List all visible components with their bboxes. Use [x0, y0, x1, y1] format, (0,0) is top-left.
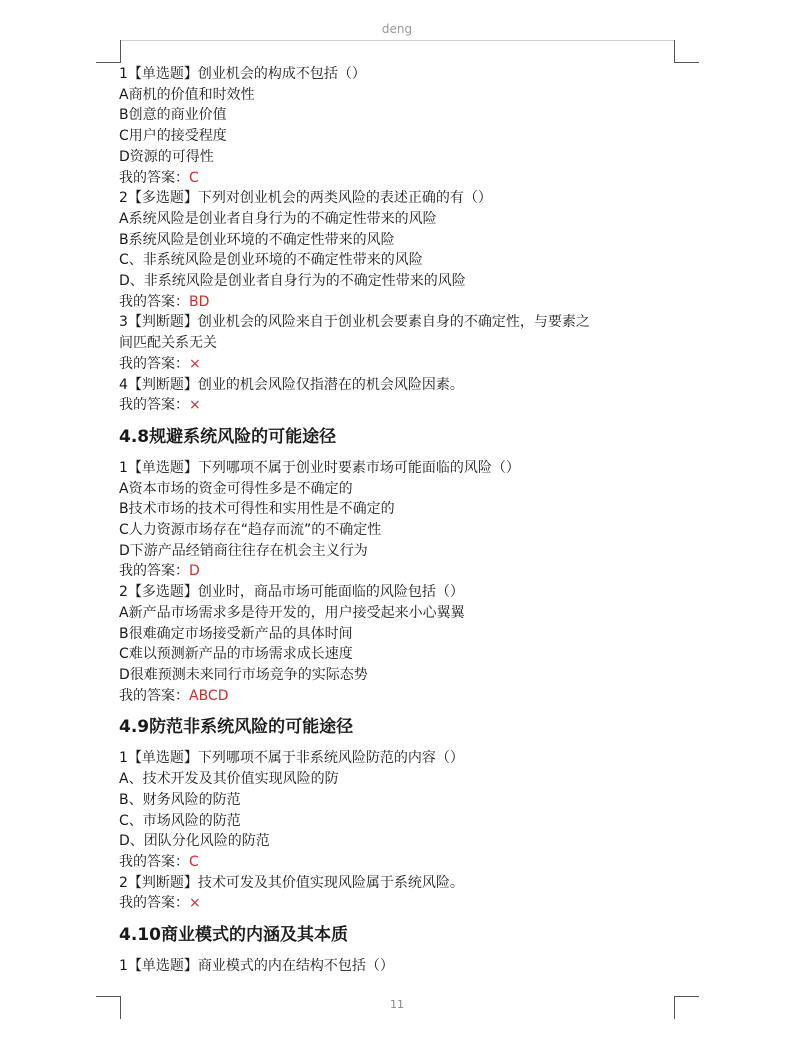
answer-line — [119, 561, 679, 582]
answer-line — [119, 852, 679, 873]
question-line: B技术市场的技术可得性和实用性是不确定的 — [119, 501, 395, 518]
crop-mark-top-right — [674, 40, 699, 63]
question-line: 3【判断题】创业机会的风险来自于创业机会要素自身的不确定性，与要素之 — [119, 314, 590, 331]
question-line: D资源的可得性 — [119, 148, 214, 165]
answer-line — [119, 686, 679, 707]
question-line: A新产品市场需求多是待开发的，用户接受起来小心翼翼 — [119, 604, 465, 621]
section-4-8-body — [119, 458, 679, 706]
section-title-4-8: 4.8规避系统风险的可能途径 — [119, 426, 337, 447]
question-line: A系统风险是创业者自身行为的不确定性带来的风险 — [119, 210, 437, 227]
answer-label: 我的答案： — [119, 853, 189, 870]
answer-value: D — [189, 563, 200, 580]
answer-value: BD — [189, 293, 210, 310]
answer-label: 我的答案： — [119, 563, 189, 580]
question-line: 1【单选题】下列哪项不属于非系统风险防范的内容（） — [119, 750, 464, 767]
answer-line — [119, 395, 679, 416]
answer-line — [119, 354, 679, 375]
question-line: 间匹配关系无关 — [119, 335, 217, 352]
question-line: B很难确定市场接受新产品的具体时间 — [119, 625, 353, 642]
answer-label: 我的答案： — [119, 293, 189, 310]
answer-label: 我的答案： — [119, 397, 189, 414]
answer-value: C — [189, 169, 199, 186]
crop-mark-top-left — [96, 40, 121, 63]
page-content — [119, 64, 679, 977]
section-title-4-9: 4.9防范非系统风险的可能途径 — [119, 717, 354, 738]
question-line: A资本市场的资金可得性多是不确定的 — [119, 480, 353, 497]
answer-value: × — [189, 397, 201, 414]
page-number: 11 — [390, 998, 404, 1011]
answer-line — [119, 292, 679, 313]
answer-value: × — [189, 895, 201, 912]
answer-value: × — [189, 355, 201, 372]
question-line: C、非系统风险是创业环境的不确定性带来的风险 — [119, 252, 423, 269]
page-header: deng — [381, 22, 413, 36]
header-rule — [120, 40, 674, 41]
question-line: A、技术开发及其价值实现风险的防 — [119, 771, 339, 788]
question-line: 1【单选题】下列哪项不属于创业时要素市场可能面临的风险（） — [119, 459, 520, 476]
question-line: C难以预测新产品的市场需求成长速度 — [119, 646, 353, 663]
question-line: 2【多选题】创业时，商品市场可能面临的风险包括（） — [119, 584, 464, 601]
answer-label: 我的答案： — [119, 355, 189, 372]
question-line: 2【多选题】下列对创业机会的两类风险的表述正确的有（） — [119, 190, 492, 207]
section-title-4-10: 4.10商业模式的内涵及其本质 — [119, 925, 348, 946]
question-line: D、非系统风险是创业者自身行为的不确定性带来的风险 — [119, 273, 466, 290]
question-line: 2【判断题】技术可发及其价值实现风险属于系统风险。 — [119, 874, 464, 891]
answer-value: C — [189, 853, 199, 870]
question-line: B创意的商业价值 — [119, 107, 227, 124]
question-line: C用户的接受程度 — [119, 128, 227, 145]
question-line: A商机的价值和时效性 — [119, 86, 255, 103]
answer-line — [119, 168, 679, 189]
question-line: C、市场风险的防范 — [119, 812, 241, 829]
answer-label: 我的答案： — [119, 687, 189, 704]
question-line: 1【单选题】创业机会的构成不包括（） — [119, 66, 366, 82]
answer-value: ABCD — [189, 687, 229, 704]
question-line: 4【判断题】创业的机会风险仅指潜在的机会风险因素。 — [119, 376, 464, 393]
answer-line — [119, 893, 679, 914]
question-line: D、团队分化风险的防范 — [119, 833, 270, 850]
answer-label: 我的答案： — [119, 169, 189, 186]
answer-label: 我的答案： — [119, 895, 189, 912]
question-line: B、财务风险的防范 — [119, 791, 241, 808]
block-intro — [119, 64, 679, 416]
section-4-10-body — [119, 956, 679, 977]
question-line: D下游产品经销商往往存在机会主义行为 — [119, 542, 368, 559]
question-line: D很难预测未来同行市场竞争的实际态势 — [119, 666, 368, 683]
question-line: C人力资源市场存在“趋存而流”的不确定性 — [119, 522, 382, 539]
question-line: B系统风险是创业环境的不确定性带来的风险 — [119, 231, 395, 248]
section-4-9-body — [119, 748, 679, 914]
question-line: 1【单选题】商业模式的内在结构不包括（） — [119, 958, 394, 975]
